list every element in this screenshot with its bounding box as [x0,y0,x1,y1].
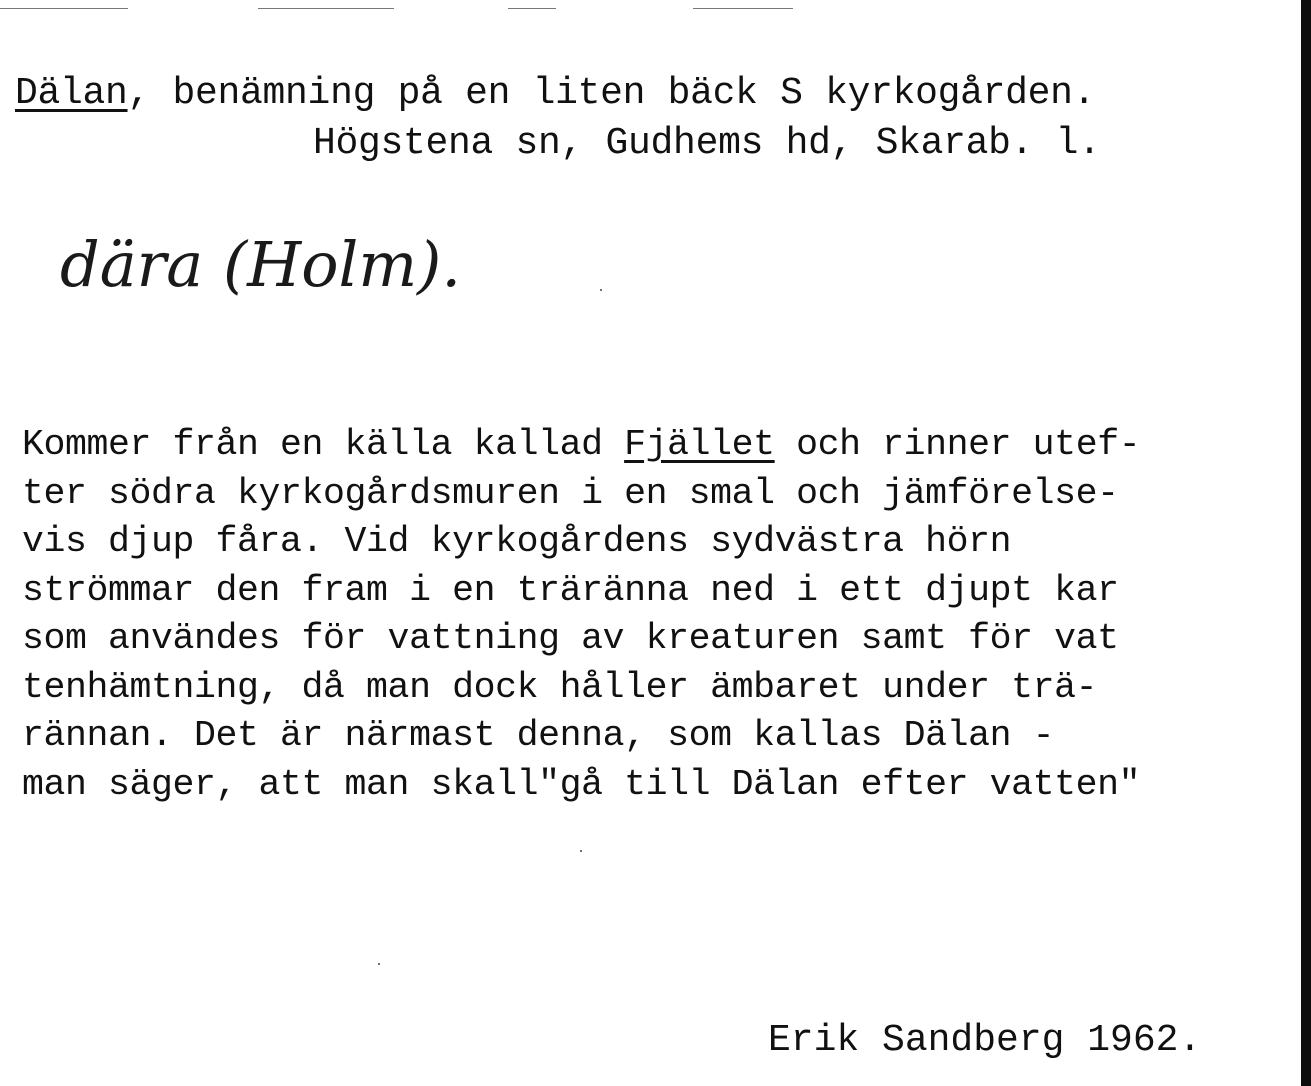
paper-speck [600,289,602,291]
body-line: Kommer från en källa kallad Fjället och rinner utef- [22,424,1141,465]
card-right-edge [1301,0,1311,1086]
body-line: tenhämtning, då man dock håller ämbaret under trä- [22,666,1098,708]
signature: Erik Sandberg 1962. [768,1019,1202,1062]
body-line: som användes för vattning av kreaturen samt för vat [22,618,1119,659]
location-line: Högstena sn, Gudhems hd, Skarab. l. [313,122,1101,165]
body-line: ter södra kyrkogårdsmuren i en smal och jämförelse- [22,472,1119,514]
top-edge-mark [693,8,793,9]
body-line: strömmar den fram i en träränna ned i ett djupt kar [22,569,1119,611]
handwritten-pronunciation: dära (Holm). [60,228,462,301]
top-edge-mark [258,8,394,9]
paper-speck [580,850,582,852]
body-line: rännan. Det är närmast denna, som kallas Dälan - [22,715,1055,756]
cross-reference: Fjället [624,424,775,465]
body-line: vis djup fåra. Vid kyrkogårdens sydvästra hörn [22,521,1012,562]
top-edge-mark [0,8,128,9]
entry-definition: , benämning på en liten bäck S kyrkogården. [127,72,1096,115]
entry-headword: Dälan [15,72,128,115]
entry-heading-line [15,70,1095,118]
top-edge-mark [508,8,556,9]
paper-speck [378,963,380,965]
body-text [22,421,1140,809]
body-line: man säger, att man skall"gå till Dälan efter vatten" [22,763,1141,805]
